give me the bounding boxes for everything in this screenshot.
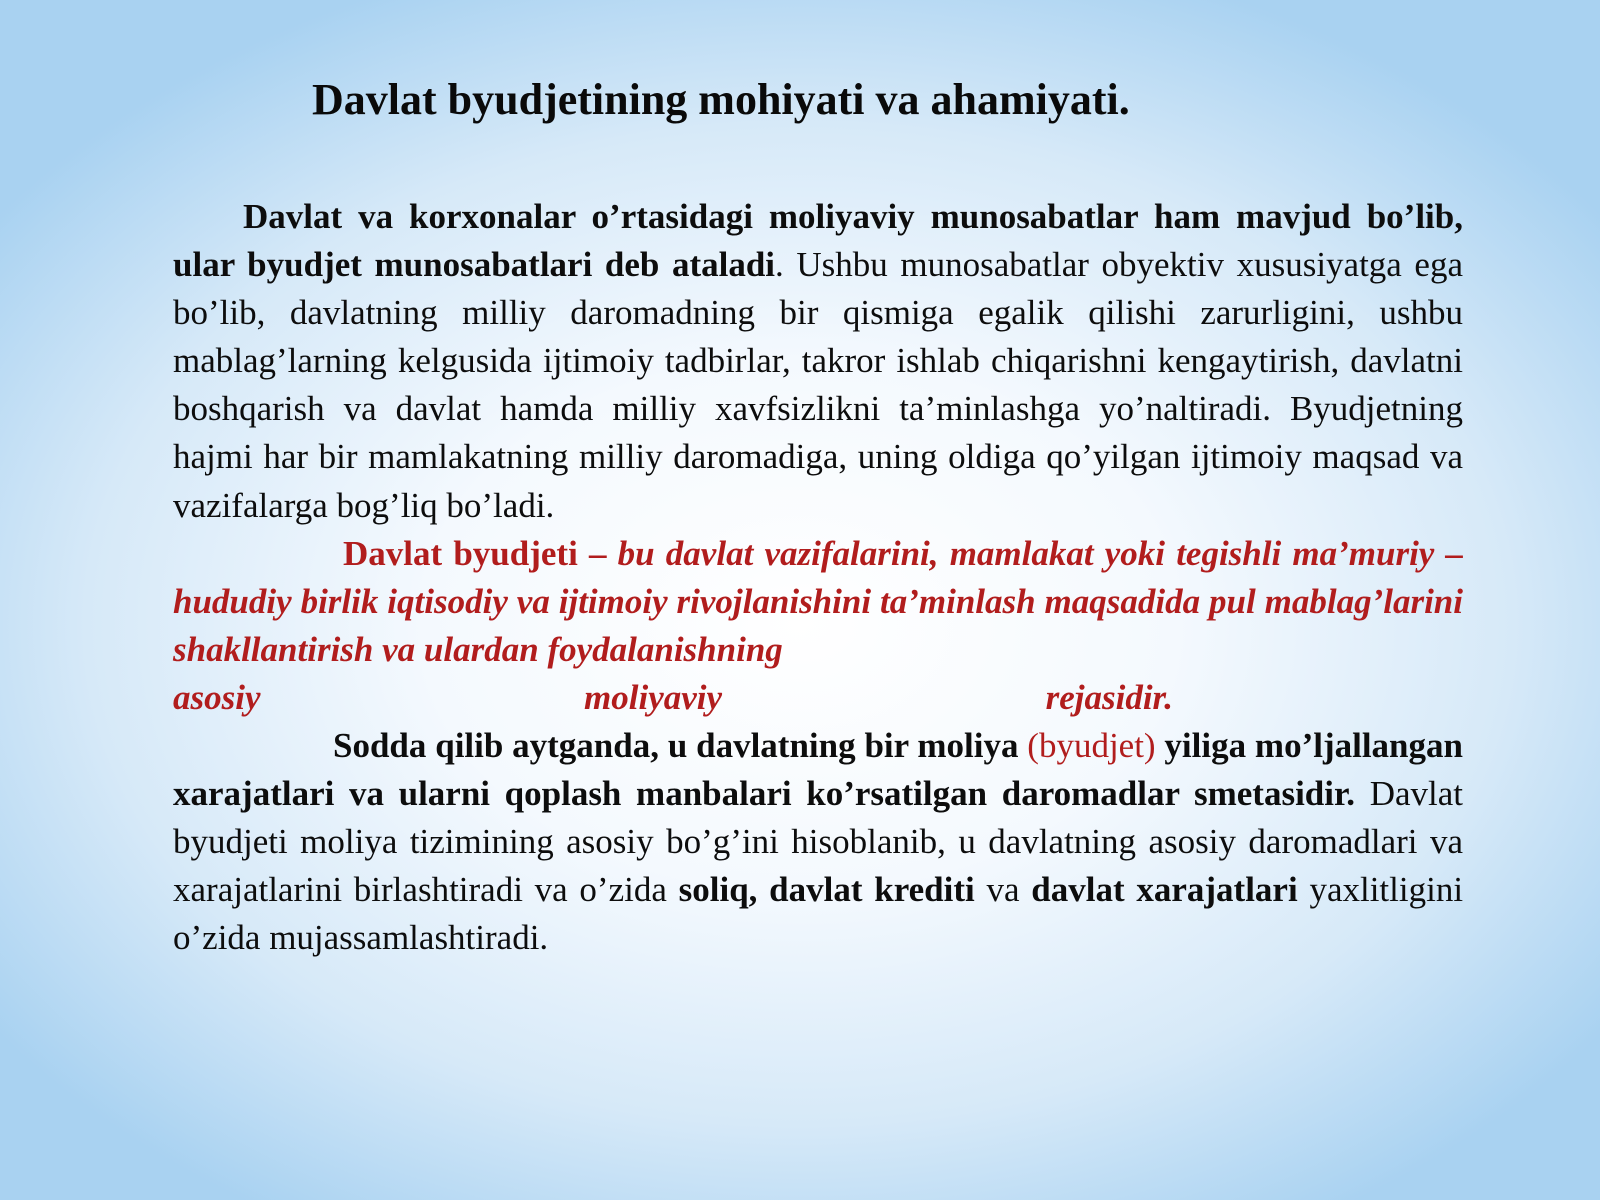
summary-budget-word: (byudjet) [1027,726,1156,766]
definition-term: Davlat byudjeti – [343,533,607,573]
definition-word-1: asosiy [173,677,261,717]
summary-normal-2: va [986,870,1020,910]
definition-word-2: moliyaviy [584,677,723,717]
budget-relations-lead: Davlat va korxonalar o’rtasidagi moliyaviy munosabatlar ham mavjud bo’lib, ular byudjet munosabatlari deb ataladi [173,197,1463,285]
slide-body [173,193,1463,963]
summary-bold-1: Sodda qilib aytganda, u davlatning bir moliya [333,726,1019,766]
paragraph-budget-definition [173,530,1463,674]
definition-word-3: rejasidir. [1045,677,1173,717]
paragraph-budget-relations [173,193,1463,530]
paragraph-budget-summary [173,722,1463,962]
slide-title: Davlat byudjetining mohiyati va ahamiyati. [312,75,1130,124]
lead-period: . [775,245,784,285]
summary-normal-3: yaxlitligini o’zida mujassamlashtiradi. [173,870,1464,958]
definition-last-line [173,674,1173,722]
definition-text: bu davlat vazifalarini, mamlakat yoki tegishli ma’muriy – hududiy birlik iqtisodiy va ijtimoiy rivojlanishini ta’minlash maqsadida pul mablag’larini shakllantirish va ulardan foydalanishning [173,533,1464,669]
summary-normal-1: Davlat byudjeti moliya tizimining asosiy bo’g’ini hisoblanib, u davlatning asosiy daromadlari va xarajatlarini birlashtiradi va o’zida [173,774,1463,910]
summary-bold-3: soliq, davlat krediti [678,870,975,910]
budget-relations-text: Ushbu munosabatlar obyektiv xususiyatga ega bo’lib, davlatning milliy daromadning bir qismiga egalik qilishi zarurligini, ushbu mablag’larning kelgusida ijtimoiy tadbirlar, takror ishlab chiqarishni kengaytirish, davlatni boshqarish va davlat hamda milliy xavfsizlikni ta’minlashga yo’naltiradi. Byudjetning hajmi har bir mamlakatning milliy daromadiga, uning oldiga qo’yilgan ijtimoiy maqsad va vazifalarga bog’liq bo’ladi. [173,245,1464,525]
summary-bold-4: davlat xarajatlari [1031,870,1298,910]
summary-bold-2: yiliga mo’ljallangan xarajatlari va ularni qoplash manbalari ko’rsatilgan daromadlar smetasidir. [173,726,1463,814]
